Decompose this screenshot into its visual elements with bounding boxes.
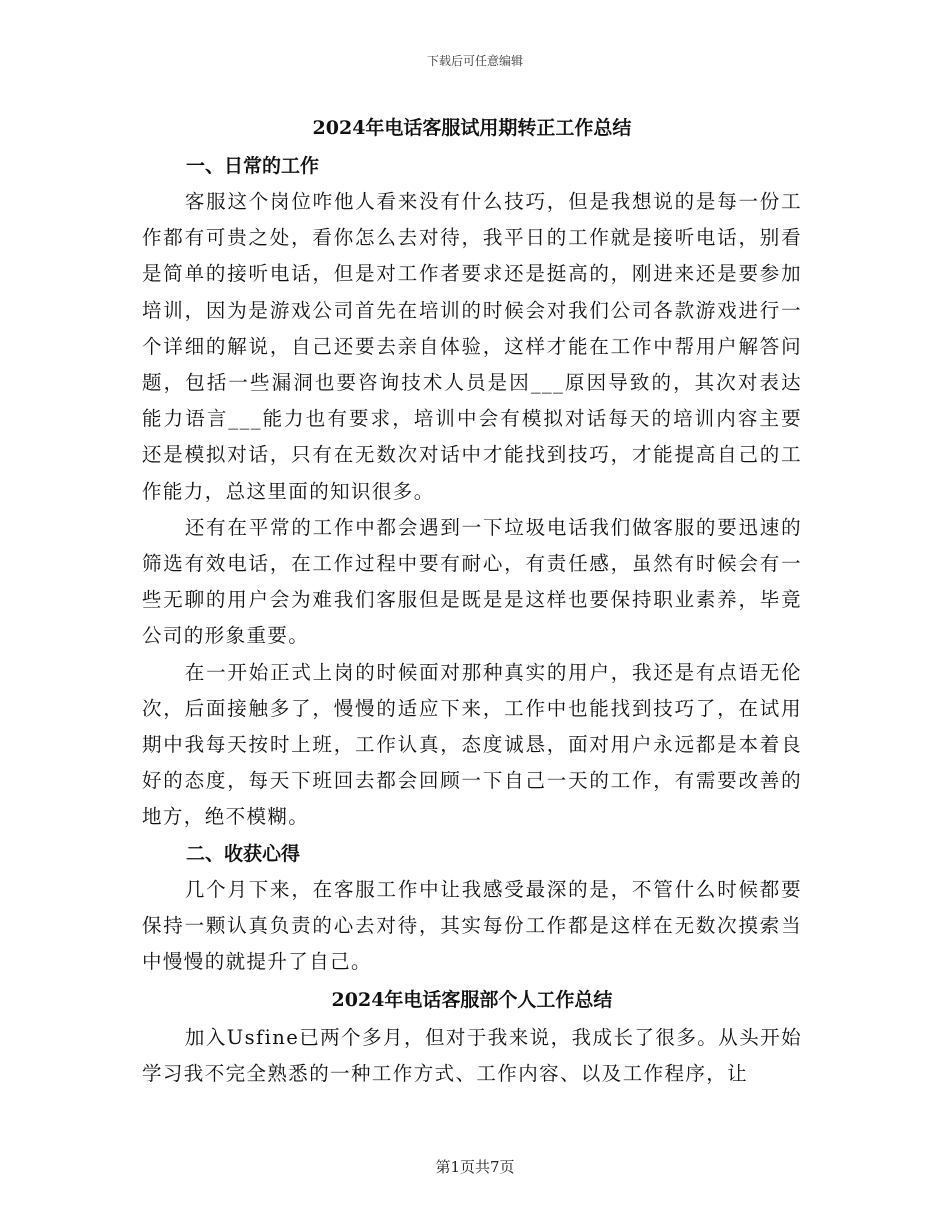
paragraph: 加入Usfine已两个多月，但对于我来说，我成长了很多。从头开始学习我不完全熟悉的一种工作方式、工作内容、以及工作程序，让 [142, 1026, 802, 1086]
section-heading-gains: 二、收获心得 [186, 842, 301, 865]
section-heading-daily-work: 一、日常的工作 [186, 155, 320, 177]
paragraph: 客服这个岗位咋他人看来没有什么技巧，但是我想说的是每一份工作都有可贵之处，看你怎么去对待，我平日的工作就是接听电话，别看是简单的接听电话，但是对工作者要求还是挺高的，刚进来还是要参加培训，因为是游戏公司首先在培训的时候会对我们公司各款游戏进行一个详细的解说，自己还要去亲自体验，这样才能在工作中帮用户解答问题，包括一些漏洞也要咨询技术人员是因___原因导致的，其次对表达能力语言___能力也有要求，培训中会有模拟对话每天的培训内容主要还是模拟对话，只有在无数次对话中才能找到技巧，才能提高自己的工作能力，总这里面的知识很多。 [142, 190, 802, 503]
paragraph: 在一开始正式上岗的时候面对那种真实的用户，我还是有点语无伦次，后面接触多了，慢慢的适应下来，工作中也能找到技巧了，在试用期中我每天按时上班，工作认真，态度诚恳，面对用户永远都是本着良好的态度，每天下班回去都会回顾一下自己一天的工作，有需要改善的地方，绝不模糊。 [142, 660, 802, 829]
paragraph: 还有在平常的工作中都会遇到一下垃圾电话我们做客服的要迅速的筛选有效电话，在工作过程中要有耐心，有责任感，虽然有时候会有一些无聊的用户会为难我们客服但是既是是这样也要保持职业素养，毕竟公司的形象重要。 [142, 515, 802, 648]
page-header-note: 下载后可任意编辑 [426, 54, 523, 68]
paragraph: 几个月下来，在客服工作中让我感受最深的是，不管什么时候都要保持一颗认真负责的心去对待，其实每份工作都是这样在无数次摸索当中慢慢的就提升了自己。 [142, 877, 802, 974]
document-body [142, 108, 802, 1093]
page-number: 第1页共7页 [435, 1158, 515, 1176]
second-document-title: 2024年电话客服部个人工作总结 [331, 989, 613, 1012]
document-title: 2024年电话客服试用期转正工作总结 [312, 117, 632, 139]
